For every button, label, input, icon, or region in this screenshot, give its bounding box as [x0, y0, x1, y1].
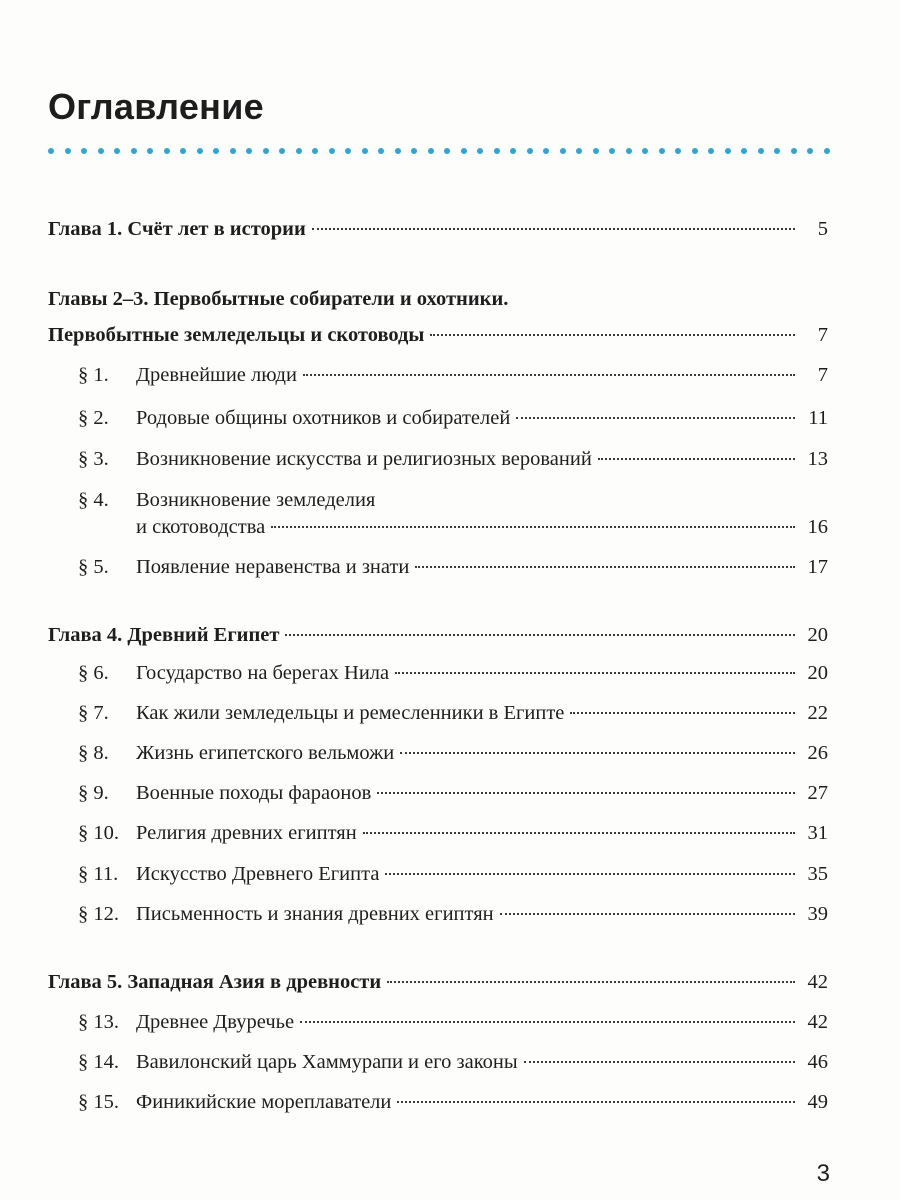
- chapter-title: Первобытные земледельцы и скотоводы: [48, 324, 425, 346]
- section-title-continued: и скотоводства: [136, 516, 266, 538]
- page-number: 5: [817, 218, 828, 240]
- section-number: § 14.: [78, 1051, 119, 1073]
- chapter-title: Глава 1. Счёт лет в истории: [48, 218, 306, 240]
- toc-chapter-1[interactable]: [48, 216, 828, 242]
- dot-leader: [303, 374, 795, 376]
- section-number: § 5.: [78, 556, 109, 578]
- toc-chapter-2-3[interactable]: [48, 322, 828, 348]
- toc-chapter-4[interactable]: [48, 622, 828, 648]
- page-number: 46: [807, 1051, 828, 1073]
- dot-leader: [516, 417, 795, 419]
- section-number: § 13.: [78, 1011, 119, 1033]
- dot-leader: [271, 526, 795, 528]
- page-number: 39: [807, 903, 828, 925]
- section-title: Появление неравенства и знати: [136, 556, 410, 578]
- section-number: § 4.: [78, 489, 109, 511]
- toc-section-14[interactable]: [78, 1049, 828, 1075]
- page-number: 13: [807, 448, 828, 470]
- dot-leader: [363, 832, 795, 834]
- dot-leader: [397, 1101, 795, 1103]
- page-number: 22: [807, 702, 828, 724]
- section-title: Возникновение искусства и религиозных верований: [136, 448, 592, 470]
- section-number: § 12.: [78, 903, 119, 925]
- page-number: 49: [807, 1091, 828, 1113]
- section-title: Как жили земледельцы и ремесленники в Египте: [136, 702, 565, 724]
- section-number: § 2.: [78, 407, 109, 429]
- dot-leader: [385, 873, 795, 875]
- dot-leader: [377, 792, 795, 794]
- section-title: Финикийские мореплаватели: [136, 1091, 392, 1113]
- dot-leader: [524, 1061, 795, 1063]
- section-number: § 11.: [78, 863, 119, 885]
- dot-leader: [285, 634, 795, 636]
- toc-section-8[interactable]: [78, 740, 828, 766]
- page-number: 27: [807, 782, 828, 804]
- toc-section-1[interactable]: [78, 362, 828, 388]
- page-number: 26: [807, 742, 828, 764]
- dot-leader: [300, 1021, 795, 1023]
- section-number: § 7.: [78, 702, 109, 724]
- dot-leader: [598, 458, 795, 460]
- section-number: § 15.: [78, 1091, 119, 1113]
- section-title: Вавилонский царь Хаммурапи и его законы: [136, 1051, 518, 1073]
- page-number: 7: [817, 324, 828, 346]
- section-title: Искусство Древнего Египта: [136, 863, 380, 885]
- section-title: Религия древних египтян: [136, 822, 357, 844]
- section-number: § 9.: [78, 782, 109, 804]
- dot-leader: [400, 752, 795, 754]
- toc-section-13[interactable]: [78, 1009, 828, 1035]
- toc-section-11[interactable]: [78, 861, 828, 887]
- page-number: 20: [807, 662, 828, 684]
- toc-section-9[interactable]: [78, 780, 828, 806]
- page-number: 20: [807, 624, 828, 646]
- dot-leader: [387, 981, 795, 983]
- toc-section-2[interactable]: [78, 405, 828, 431]
- toc-section-6[interactable]: [78, 660, 828, 686]
- section-title: Государство на берегах Нила: [136, 662, 390, 684]
- dot-leader: [570, 712, 795, 714]
- section-number: § 8.: [78, 742, 109, 764]
- dot-leader: [312, 228, 795, 230]
- chapter-title: Глава 4. Древний Египет: [48, 624, 280, 646]
- section-title: Жизнь египетского вельможи: [136, 742, 395, 764]
- page-title: Оглавление: [48, 86, 264, 127]
- dot-leader: [430, 334, 795, 336]
- page-footer-number: 3: [816, 1160, 830, 1187]
- dot-leader: [415, 566, 795, 568]
- section-number: § 1.: [78, 364, 109, 386]
- section-number: § 3.: [78, 448, 109, 470]
- page-number: 11: [808, 407, 828, 429]
- section-title: Древнейшие люди: [136, 364, 297, 386]
- section-title: Родовые общины охотников и собирателей: [136, 407, 511, 429]
- section-title: Древнее Двуречье: [136, 1011, 295, 1033]
- toc-section-10[interactable]: [78, 820, 828, 846]
- page-number: 42: [807, 1011, 828, 1033]
- page-number: 7: [817, 364, 828, 386]
- dot-leader: [500, 913, 795, 915]
- section-title: Военные походы фараонов: [136, 782, 372, 804]
- section-title: Письменность и знания древних египтян: [136, 903, 494, 925]
- toc-section-7[interactable]: [78, 700, 828, 726]
- page-number: 31: [807, 822, 828, 844]
- toc-section-4-line1[interactable]: [78, 487, 375, 513]
- toc-section-12[interactable]: [78, 901, 828, 927]
- toc-chapter-2-3-line1[interactable]: Главы 2–3. Первобытные собиратели и охотники.: [48, 288, 509, 310]
- toc-section-4[interactable]: [136, 514, 828, 540]
- toc-section-15[interactable]: [78, 1089, 828, 1115]
- toc-section-5[interactable]: [78, 554, 828, 580]
- dot-leader: [395, 672, 795, 674]
- page-number: 17: [807, 556, 828, 578]
- page-number: 42: [807, 971, 828, 993]
- section-number: § 6.: [78, 662, 109, 684]
- page-number: 16: [807, 516, 828, 538]
- section-title: Возникновение земледелия: [136, 489, 376, 511]
- toc-section-3[interactable]: [78, 446, 828, 472]
- chapter-title: Глава 5. Западная Азия в древности: [48, 971, 382, 993]
- toc-chapter-5[interactable]: [48, 969, 828, 995]
- page-number: 35: [807, 863, 828, 885]
- section-number: § 10.: [78, 822, 119, 844]
- dotted-divider: [48, 148, 830, 154]
